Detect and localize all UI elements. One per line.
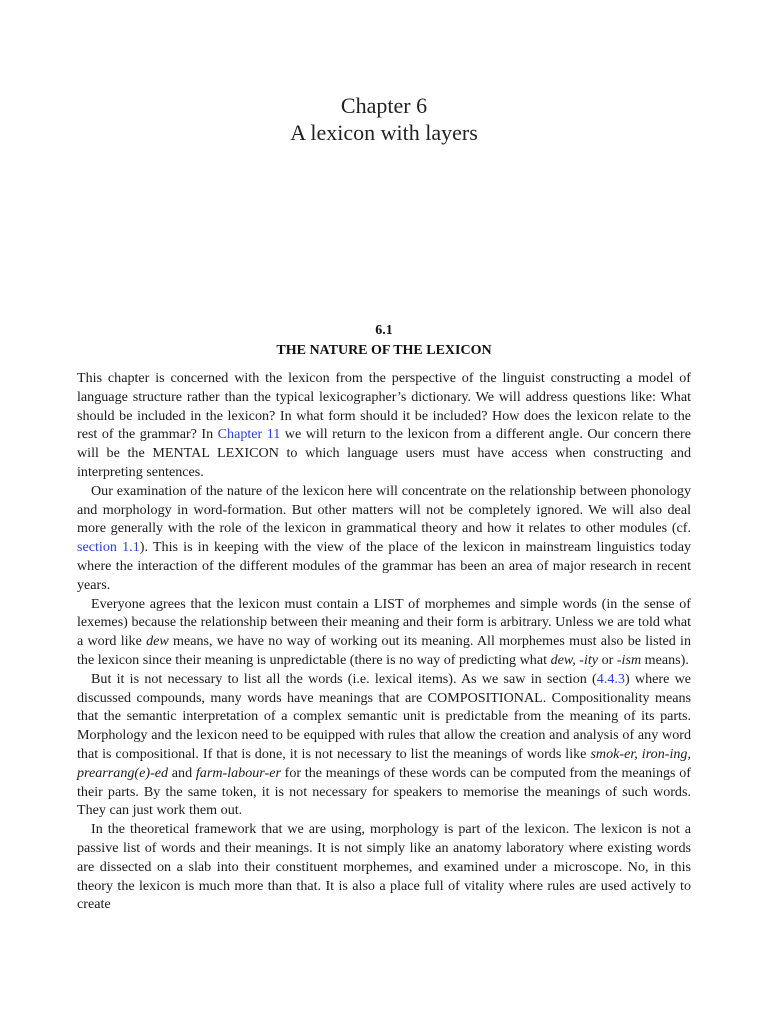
body-text bbox=[77, 369, 691, 914]
paragraph-1-text-a: This chapter is concerned with the lexicon from the perspective of the linguist constructing a model of language structure rather than the typical lexicographer’s dictionary. We will address questions like: What should be included in the lexicon? In what form should it be included? How does the lexicon relate to the rest of the grammar? In bbox=[77, 370, 691, 443]
paragraph-2-text-a: Our examination of the nature of the lexicon here will concentrate on the relationship between phonology and morphology in word-formation. But other matters will not be completely ignored. We will also deal more generally with the role of the lexicon in grammatical theory and how it relates to other modules (cf. bbox=[77, 482, 691, 537]
section-1-1-link[interactable]: section 1.1 bbox=[77, 539, 140, 556]
paragraph-5 bbox=[77, 820, 691, 914]
paragraph-4-text-d: for the meanings of these words can be computed from the meanings of their parts. By the same token, it is not necessary for speakers to memorise the meanings of such words. They can just work them out. bbox=[77, 764, 691, 819]
paragraph-1-text-b: we will return to the lexicon from a different angle. Our concern there will be the MENTAL LEXICON to which language users must have access when constructing and interpreting sentences. bbox=[77, 426, 691, 480]
paragraph-4 bbox=[77, 670, 691, 820]
paragraph-4-text-c: and bbox=[168, 764, 196, 781]
paragraph-4-text-b: ) where we discussed compounds, many words have meanings that are COMPOSITIONAL. Compositionality means that the semantic interpretation of a complex semantic unit is predictable from the meaning of its parts. Morphology and the lexicon need to be equipped with rules that allow the creation and analysis of any word that is compositional. If that is done, it is not necessary to list the meanings of words like bbox=[77, 670, 691, 762]
paragraph-3-text-b: means, we have no way of working out its meaning. All morphemes must also be listed in the lexicon since their meaning is unpredictable (there is no way of predicting what bbox=[77, 633, 691, 668]
paragraph-5-text-a: In the theoretical framework that we are using, morphology is part of the lexicon. The lexicon is not a passive list of words and their meanings. It is not simply like an anatomy laboratory where existing words are dissected on a slab into their constituent morphemes, and examined under a microscope. No, in this theory the lexicon is much more than that. It is also a place full of vitality where rules are used actively to create bbox=[77, 821, 691, 913]
section-4-4-3-link[interactable]: 4.4.3 bbox=[596, 670, 625, 687]
paragraph-3-text-d: means). bbox=[641, 651, 689, 668]
term-dew-ity: dew, -ity bbox=[550, 651, 599, 668]
section-number: 6.1 bbox=[375, 323, 393, 338]
paragraph-3-text-a: Everyone agrees that the lexicon must contain a LIST of morphemes and simple words (in the sense of lexemes) because the relationship between their meaning and their form is arbitrary. Unless we are told what a word like bbox=[77, 595, 691, 650]
term-ism: -ism bbox=[616, 651, 642, 668]
paragraph-2 bbox=[77, 482, 691, 595]
paragraph-1 bbox=[77, 369, 691, 482]
paragraph-3 bbox=[77, 595, 691, 670]
section-title: THE NATURE OF THE LEXICON bbox=[276, 343, 492, 358]
paragraph-2-text-b: ). This is in keeping with the view of the place of the lexicon in mainstream linguistics today where the interaction of the different modules of the grammar has been an area of major research in recent years. bbox=[77, 539, 691, 593]
chapter-number: Chapter 6 bbox=[340, 93, 428, 118]
term-dew: dew bbox=[146, 633, 169, 650]
paragraph-4-text-a: But it is not necessary to list all the words (i.e. lexical items). As we saw in section ( bbox=[91, 670, 597, 687]
chapter-heading bbox=[0, 92, 768, 146]
paragraph-3-text-c: or bbox=[598, 651, 617, 668]
chapter-title: A lexicon with layers bbox=[290, 120, 478, 145]
chapter-11-link[interactable]: Chapter 11 bbox=[217, 426, 281, 443]
term-examples: smok-er, iron-ing, prearrang(e)-ed bbox=[77, 745, 691, 781]
section-heading bbox=[0, 321, 768, 361]
term-farm-labour-er: farm-labour-er bbox=[195, 764, 281, 781]
